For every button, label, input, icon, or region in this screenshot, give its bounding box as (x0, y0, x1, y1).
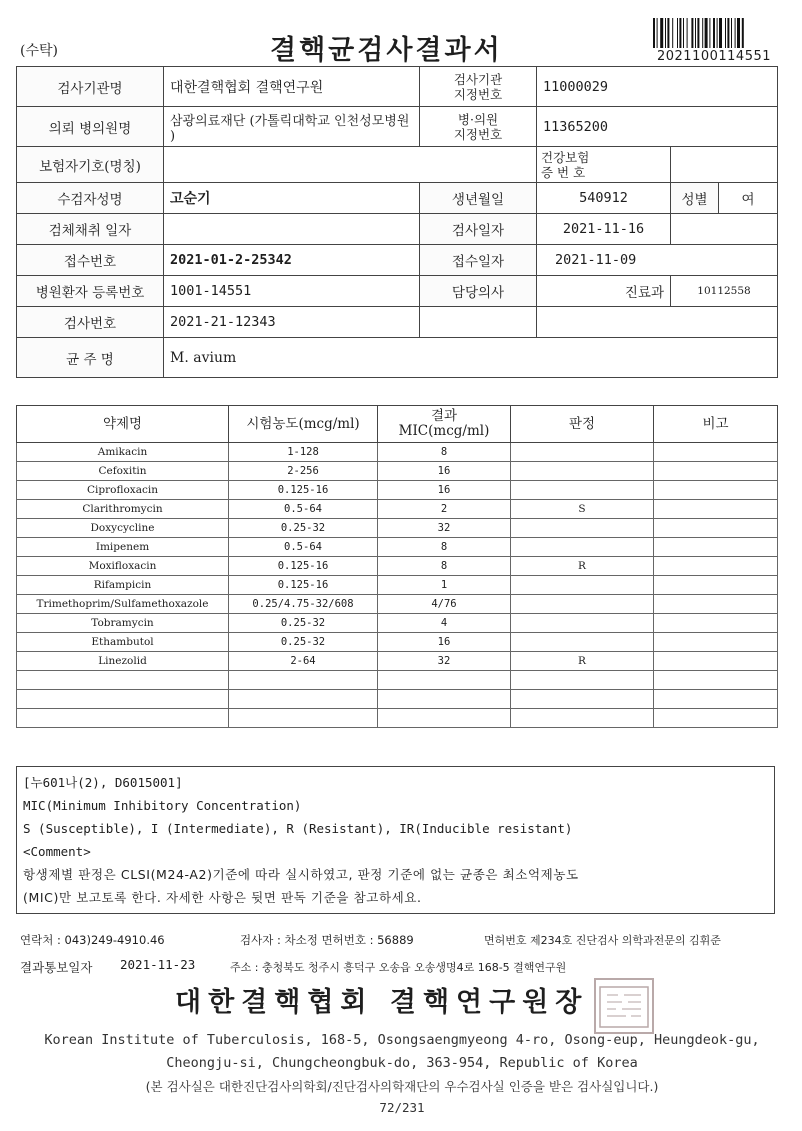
address-korean: 주소 : 충청북도 청주시 흥덕구 오송읍 오송생명4로 168-5 결핵연구원 (230, 961, 567, 974)
mic-cell (378, 671, 511, 690)
lab-label: 검사기관명 (17, 67, 164, 107)
interp-cell (511, 690, 654, 709)
mic-cell: 16 (378, 633, 511, 652)
drug-cell: Imipenem (17, 538, 229, 557)
table-row (17, 671, 778, 690)
mic-cell: 2 (378, 500, 511, 519)
comment-text-2: (MIC)만 보고토록 한다. 자세한 사항은 뒷면 판독 기준을 참고하세요. (23, 890, 422, 905)
report-date-label: 결과통보일자 (20, 960, 93, 975)
table-row (17, 576, 778, 595)
seal-icon (598, 985, 650, 1029)
doctor-label: 담당의사 (420, 276, 537, 307)
interp-cell (511, 709, 654, 728)
note-cell (654, 538, 778, 557)
note-cell (654, 557, 778, 576)
interp-cell (511, 633, 654, 652)
col-range-header: 시험농도(mcg/ml) (229, 406, 378, 443)
report-date-value: 2021-11-23 (120, 957, 196, 972)
table-row (17, 614, 778, 633)
test-date-value: 2021-11-16 (537, 214, 671, 245)
address-english-1: Korean Institute of Tuberculosis, 168-5, Osongsaengmyeong 4-ro, Osong-eup, Heungdeok-gu, (44, 1032, 760, 1048)
consignment-tag: (수탁) (20, 43, 58, 59)
range-cell: 1-128 (229, 443, 378, 462)
receipt-date-label: 접수일자 (420, 245, 537, 276)
address-english-2: Cheongju-si, Chungcheongbuk-do, 363-954, Republic of Korea (166, 1055, 638, 1071)
col-mic-header: 결과 MIC(mcg/ml) (378, 406, 511, 443)
dept-label: 진료과 (624, 285, 664, 301)
comment-box (16, 766, 775, 914)
range-cell: 0.25-32 (229, 519, 378, 538)
mic-cell: 16 (378, 481, 511, 500)
mic-cell: 16 (378, 462, 511, 481)
table-row (17, 519, 778, 538)
range-cell: 2-256 (229, 462, 378, 481)
collect-date-value (164, 214, 420, 245)
comment-code: [누601나(2), D6015001] (23, 775, 183, 790)
note-cell (654, 576, 778, 595)
interp-cell (511, 481, 654, 500)
table-row (17, 500, 778, 519)
range-cell: 2-64 (229, 652, 378, 671)
barcode-bar (731, 18, 732, 48)
mic-cell: 8 (378, 443, 511, 462)
barcode-bar (737, 18, 740, 48)
hospital-id-value: 11365200 (537, 107, 778, 147)
drug-cell (17, 690, 229, 709)
interp-cell (511, 462, 654, 481)
mic-cell: 1 (378, 576, 511, 595)
barcode-bar (657, 18, 658, 48)
barcode-bar (691, 18, 693, 48)
patient-name-value: 고순기 (164, 183, 420, 214)
note-cell (654, 519, 778, 538)
drug-cell (17, 709, 229, 728)
barcode-bar (677, 18, 678, 48)
lab-value: 대한결핵협회 결핵연구원 (164, 67, 420, 107)
mic-cell: 32 (378, 519, 511, 538)
comment-legend: S (Susceptible), I (Intermediate), R (Resistant), IR(Inducible resistant) (23, 821, 573, 836)
patient-info-table (16, 66, 778, 378)
interp-cell (511, 443, 654, 462)
health-ins-label: 건강보험 증 번 호 (537, 147, 671, 183)
mic-cell: 32 (378, 652, 511, 671)
mic-cell: 8 (378, 538, 511, 557)
mic-cell (378, 690, 511, 709)
test-date-label: 검사일자 (420, 214, 537, 245)
test-no-blank-1 (420, 307, 537, 338)
interp-cell: R (511, 652, 654, 671)
lab-id-label: 검사기관 지정번호 (420, 67, 537, 107)
barcode-bar (709, 18, 710, 48)
drug-cell: Trimethoprim/Sulfamethoxazole (17, 595, 229, 614)
note-cell (654, 462, 778, 481)
range-cell (229, 671, 378, 690)
note-cell (654, 595, 778, 614)
note-cell (654, 633, 778, 652)
table-row (17, 690, 778, 709)
note-cell (654, 709, 778, 728)
barcode-bar (660, 18, 663, 48)
test-no-blank-2 (537, 307, 778, 338)
barcode-bar (672, 18, 673, 48)
health-ins-value (671, 147, 778, 183)
sex-value: 여 (719, 183, 778, 214)
mic-cell: 4/76 (378, 595, 511, 614)
comment-heading: <Comment> (23, 844, 91, 859)
drug-cell: Rifampicin (17, 576, 229, 595)
range-cell: 0.5-64 (229, 538, 378, 557)
reg-no-value: 1001-14551 (164, 276, 420, 307)
barcode-bar (705, 18, 708, 48)
drug-cell: Cefoxitin (17, 462, 229, 481)
table-row (17, 462, 778, 481)
note-cell (654, 443, 778, 462)
barcode (652, 18, 772, 48)
drug-cell: Tobramycin (17, 614, 229, 633)
interp-cell (511, 595, 654, 614)
table-row (17, 652, 778, 671)
note-cell (654, 500, 778, 519)
drug-cell (17, 671, 229, 690)
collect-date-label: 검체채취 일자 (17, 214, 164, 245)
note-cell (654, 481, 778, 500)
test-date-blank (671, 214, 778, 245)
comment-text-1: 항생제별 판정은 CLSI(M24-A2)기준에 따라 실시하였고, 판정 기준에 없는 균종은 최소억제농도 (23, 867, 579, 882)
document-title: 결핵균검사결과서 (270, 35, 503, 66)
interp-cell (511, 519, 654, 538)
barcode-bar (735, 18, 736, 48)
barcode-bar (665, 18, 666, 48)
receipt-date-value: 2021-11-09 (537, 245, 778, 276)
drug-cell: Moxifloxacin (17, 557, 229, 576)
insured-label: 보험자기호(명칭) (17, 147, 164, 183)
note-cell (654, 671, 778, 690)
physician-info: 면허번호 제234호 진단검사 의학과전문의 김휘준 (484, 934, 721, 947)
organism-value: M. avium (164, 338, 778, 378)
range-cell: 0.25-32 (229, 614, 378, 633)
table-row (17, 633, 778, 652)
drug-cell: Ethambutol (17, 633, 229, 652)
mic-cell: 8 (378, 557, 511, 576)
drug-cell: Clarithromycin (17, 500, 229, 519)
official-seal (594, 978, 654, 1034)
barcode-bar (667, 18, 669, 48)
col-drug-header: 약제명 (17, 406, 229, 443)
barcode-bar (653, 18, 655, 48)
dob-label: 생년월일 (420, 183, 537, 214)
interp-cell: R (511, 557, 654, 576)
table-row (17, 538, 778, 557)
interp-cell (511, 614, 654, 633)
table-row (17, 443, 778, 462)
table-row (17, 481, 778, 500)
sex-label: 성별 (671, 183, 719, 214)
drug-cell: Amikacin (17, 443, 229, 462)
requester-value: 삼광의료재단 (가톨릭대학교 인천성모병원 ) (164, 107, 420, 147)
barcode-bar (695, 18, 696, 48)
page-number: 72/231 (379, 1100, 425, 1115)
range-cell: 0.25-32 (229, 633, 378, 652)
col-interp-header: 판정 (511, 406, 654, 443)
col-note-header: 비고 (654, 406, 778, 443)
contact-info: 연락처 : 043)249-4910.46 (20, 933, 165, 947)
institute-name: 대한결핵협회 결핵연구원장 (175, 987, 589, 1018)
barcode-bar (679, 18, 681, 48)
lab-id-value: 11000029 (537, 67, 778, 107)
range-cell: 0.5-64 (229, 500, 378, 519)
range-cell: 0.125-16 (229, 557, 378, 576)
insured-value (164, 147, 537, 183)
table-row (17, 557, 778, 576)
barcode-bar (727, 18, 729, 48)
range-cell: 0.25/4.75-32/608 (229, 595, 378, 614)
barcode-bar (713, 18, 715, 48)
test-no-value: 2021-21-12343 (164, 307, 420, 338)
barcode-number: 2021100114551 (656, 49, 772, 64)
organism-label: 균 주 명 (17, 338, 164, 378)
hospital-id-label: 병·의원 지정번호 (420, 107, 537, 147)
receipt-no-label: 접수번호 (17, 245, 164, 276)
mic-cell: 4 (378, 614, 511, 633)
dob-value: 540912 (537, 183, 671, 214)
barcode-bar (697, 18, 699, 48)
note-cell (654, 614, 778, 633)
range-cell (229, 709, 378, 728)
barcode-bar (742, 18, 744, 48)
barcode-bar (719, 18, 722, 48)
interp-cell (511, 671, 654, 690)
barcode-bar (687, 18, 688, 48)
table-row (17, 709, 778, 728)
interp-cell: S (511, 500, 654, 519)
certification-note: (본 검사실은 대한진단검사의학회/진단검사의학재단의 우수검사실 인증을 받은 검사실입니다.) (145, 1079, 659, 1094)
barcode-bar (683, 18, 684, 48)
note-cell (654, 652, 778, 671)
reg-no-label: 병원환자 등록번호 (17, 276, 164, 307)
range-cell (229, 690, 378, 709)
range-cell: 0.125-16 (229, 576, 378, 595)
table-row (17, 595, 778, 614)
dept-value: 10112558 (671, 276, 778, 307)
interp-cell (511, 576, 654, 595)
comment-mic-def: MIC(Minimum Inhibitory Concentration) (23, 798, 302, 813)
interp-cell (511, 538, 654, 557)
barcode-bar (725, 18, 726, 48)
requester-label: 의뢰 병의원명 (17, 107, 164, 147)
drug-cell: Doxycycline (17, 519, 229, 538)
test-no-label: 검사번호 (17, 307, 164, 338)
drug-cell: Ciprofloxacin (17, 481, 229, 500)
patient-name-label: 수검자성명 (17, 183, 164, 214)
doctor-value (537, 276, 671, 307)
receipt-no-value: 2021-01-2-25342 (164, 245, 420, 276)
barcode-bar (702, 18, 703, 48)
susceptibility-table (16, 405, 778, 728)
drug-cell: Linezolid (17, 652, 229, 671)
note-cell (654, 690, 778, 709)
mic-cell (378, 709, 511, 728)
tester-info: 검사자 : 차소정 면허번호 : 56889 (240, 933, 414, 947)
range-cell: 0.125-16 (229, 481, 378, 500)
barcode-bar (717, 18, 718, 48)
